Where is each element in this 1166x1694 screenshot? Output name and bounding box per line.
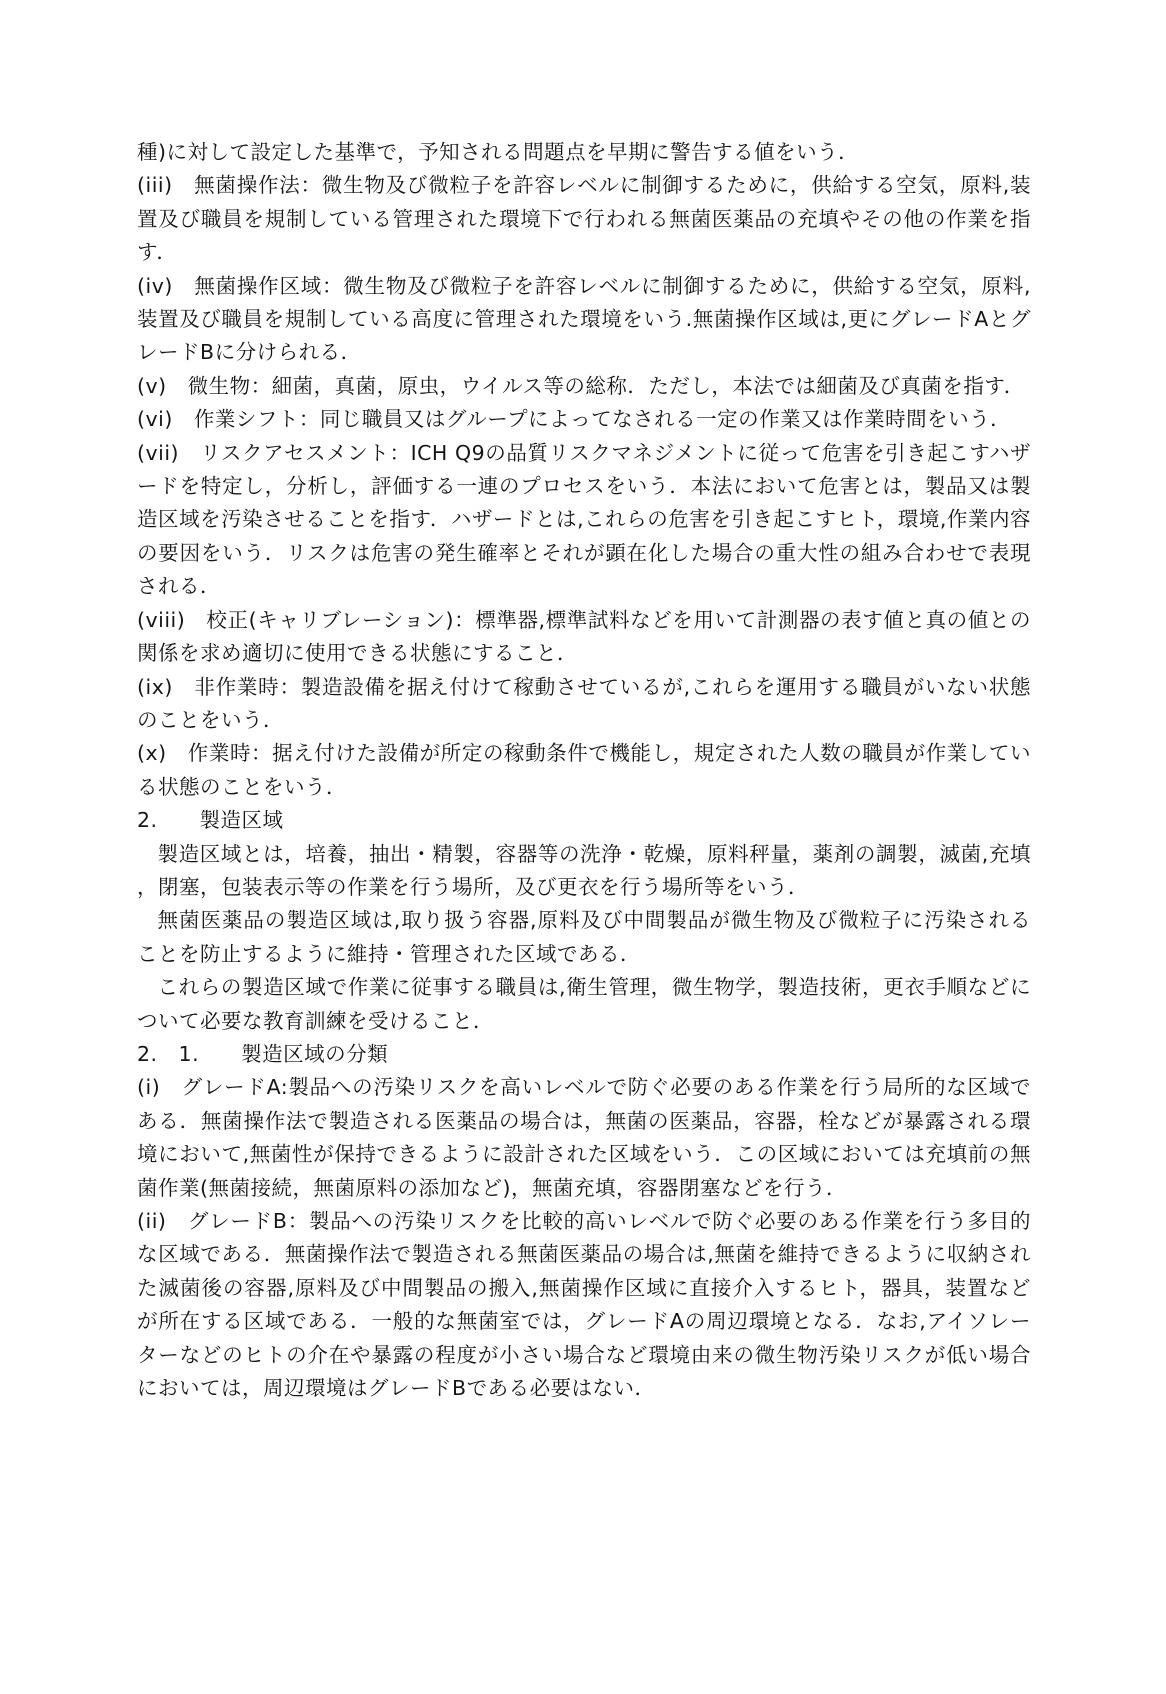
paragraph-item-ix: (ix) 非作業時：製造設備を据え付けて稼動させているが,これらを運用する職員がいない状態のことをいう． [137, 674, 1031, 732]
section-heading-2-1: 2. 1. 製造区域の分類 [137, 1041, 389, 1066]
document-body [137, 136, 1031, 1405]
paragraph-item-vii: (vii) リスクアセスメント：ICH Q9の品質リスクマネジメントに従って危害を引き起こすハザードを特定し，分析し，評価する一連のプロセスをいう．本法において危害とは，製品又は製造区域を汚染させることを指す．ハザードとは,これらの危害を引き起こすヒト，環境,作業内容の要因をいう．リスクは危害の発生確率とそれが顕在化した場合の重大性の組み合わせで表現される． [137, 440, 1031, 599]
paragraph-item-i: (i) グレードA:製品への汚染リスクを高いレベルで防ぐ必要のある作業を行う局所的な区域である．無菌操作法で製造される医薬品の場合は，無菌の医薬品，容器，栓などが暴露される環境において,無菌性が保持できるように設計された区域をいう．この区域においては充填前の無菌作業(無菌接続，無菌原料の添加など)，無菌充填，容器閉塞などを行う． [137, 1075, 1031, 1200]
section-heading-2: 2. 製造区域 [137, 808, 284, 833]
paragraph-item-iv: (iv) 無菌操作区域：微生物及び微粒子を許容レベルに制御するために，供給する空気，原料,装置及び職員を規制している高度に管理された環境をいう.無菌操作区域は,更にグレードAとグレードBに分けられる． [137, 273, 1031, 365]
paragraph: 種)に対して設定した基準で，予知される問題点を早期に警告する値をいう． [137, 140, 860, 164]
paragraph: これらの製造区域で作業に従事する職員は,衛生管理，微生物学，製造技術，更衣手順などについて必要な教育訓練を受けること． [137, 975, 1031, 1033]
paragraph: 製造区域とは，培養，抽出・精製，容器等の洗浄・乾燥，原料秤量，薬剤の調製，滅菌,充填，閉塞，包装表示等の作業を行う場所，及び更衣を行う場所等をいう． [137, 841, 1031, 899]
paragraph-item-ii: (ii) グレードB：製品への汚染リスクを比較的高いレベルで防ぐ必要のある作業を行う多目的な区域である．無菌操作法で製造される無菌医薬品の場合は,無菌を維持できるように収納された滅菌後の容器,原料及び中間製品の搬入,無菌操作区域に直接介入するヒト，器具，装置などが所在する区域である．一般的な無菌室では，グレードAの周辺環境となる．なお,アイソレーターなどのヒトの介在や暴露の程度が小さい場合など環境由来の微生物汚染リスクが低い場合においては，周辺環境はグレードBである必要はない． [137, 1209, 1031, 1401]
paragraph-item-viii: (viii) 校正(キャリブレーション)：標準器,標準試料などを用いて計測器の表す値と真の値との関係を求め適切に使用できる状態にすること． [137, 607, 1031, 666]
paragraph-item-v: (v) 微生物：細菌，真菌，原虫，ウイルス等の総称．ただし，本法では細菌及び真菌を指す． [137, 373, 1025, 398]
paragraph: 無菌医薬品の製造区域は,取り扱う容器,原料及び中間製品が微生物及び微粒子に汚染されることを防止するように維持・管理された区域である． [137, 908, 1031, 966]
paragraph-item-iii: (iii) 無菌操作法：微生物及び微粒子を許容レベルに制御するために，供給する空気，原料,装置及び職員を規制している管理された環境下で行われる無菌医薬品の充填やその他の作業を指す． [137, 173, 1031, 265]
paragraph-item-vi: (vi) 作業シフト：同じ職員又はグループによってなされる一定の作業又は作業時間をいう． [137, 407, 1012, 432]
paragraph-item-x: (x) 作業時：据え付けた設備が所定の稼動条件で機能し，規定された人数の職員が作業している状態のことをいう． [137, 741, 1031, 799]
